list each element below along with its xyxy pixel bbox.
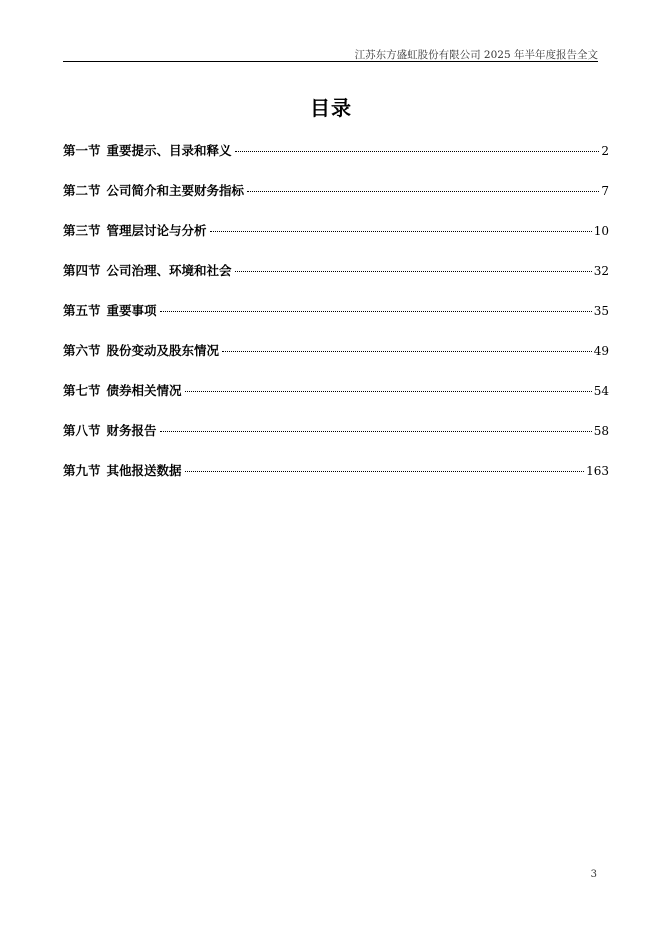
toc-section-number: 第三节 [63, 223, 101, 238]
toc-entry[interactable] [63, 300, 609, 340]
toc-page-number: 10 [593, 224, 609, 238]
toc-entry[interactable] [63, 140, 609, 180]
toc-entry[interactable] [63, 460, 609, 500]
toc-section-title: 公司治理、环境和社会 [106, 263, 232, 278]
toc-page-number: 35 [593, 304, 609, 318]
toc-page-number: 163 [586, 464, 609, 478]
toc-section-title: 重要事项 [106, 303, 157, 318]
toc-section-title: 财务报告 [106, 423, 157, 438]
toc-entry[interactable] [63, 340, 609, 380]
toc-section-number: 第四节 [63, 263, 101, 278]
toc-entry[interactable] [63, 260, 609, 300]
toc-leader-dots [185, 471, 585, 472]
toc-entry[interactable] [63, 180, 609, 220]
toc-page-number: 54 [593, 384, 609, 398]
toc-page-number: 7 [601, 184, 609, 198]
toc-section-title: 股份变动及股东情况 [106, 343, 220, 358]
toc-page-number: 2 [601, 144, 609, 158]
toc-section-title: 公司简介和主要财务指标 [106, 183, 245, 198]
toc-section-title: 其他报送数据 [106, 463, 182, 478]
toc-section-number: 第九节 [63, 463, 101, 478]
table-of-contents [63, 140, 609, 500]
toc-leader-dots [160, 311, 592, 312]
toc-section-number: 第五节 [63, 303, 101, 318]
page-title: 目录 [310, 96, 352, 120]
page-number: 3 [590, 869, 597, 880]
toc-section-number: 第八节 [63, 423, 101, 438]
toc-leader-dots [235, 151, 600, 152]
toc-entry[interactable] [63, 380, 609, 420]
toc-section-title: 重要提示、目录和释义 [106, 143, 232, 158]
toc-section-number: 第二节 [63, 183, 101, 198]
toc-section-number: 第七节 [63, 383, 101, 398]
toc-leader-dots [185, 391, 592, 392]
toc-leader-dots [210, 231, 592, 232]
toc-section-title: 债券相关情况 [106, 383, 182, 398]
toc-leader-dots [247, 191, 599, 192]
running-header: 江苏东方盛虹股份有限公司 2025 年半年度报告全文 [354, 49, 598, 61]
toc-page-number: 32 [593, 264, 609, 278]
header-rule [63, 61, 598, 62]
toc-entry[interactable] [63, 420, 609, 460]
toc-section-number: 第一节 [63, 143, 101, 158]
toc-section-number: 第六节 [63, 343, 101, 358]
toc-page-number: 58 [593, 424, 609, 438]
toc-page-number: 49 [593, 344, 609, 358]
toc-section-title: 管理层讨论与分析 [106, 223, 207, 238]
toc-leader-dots [160, 431, 592, 432]
toc-entry[interactable] [63, 220, 609, 260]
toc-leader-dots [222, 351, 592, 352]
toc-leader-dots [235, 271, 592, 272]
